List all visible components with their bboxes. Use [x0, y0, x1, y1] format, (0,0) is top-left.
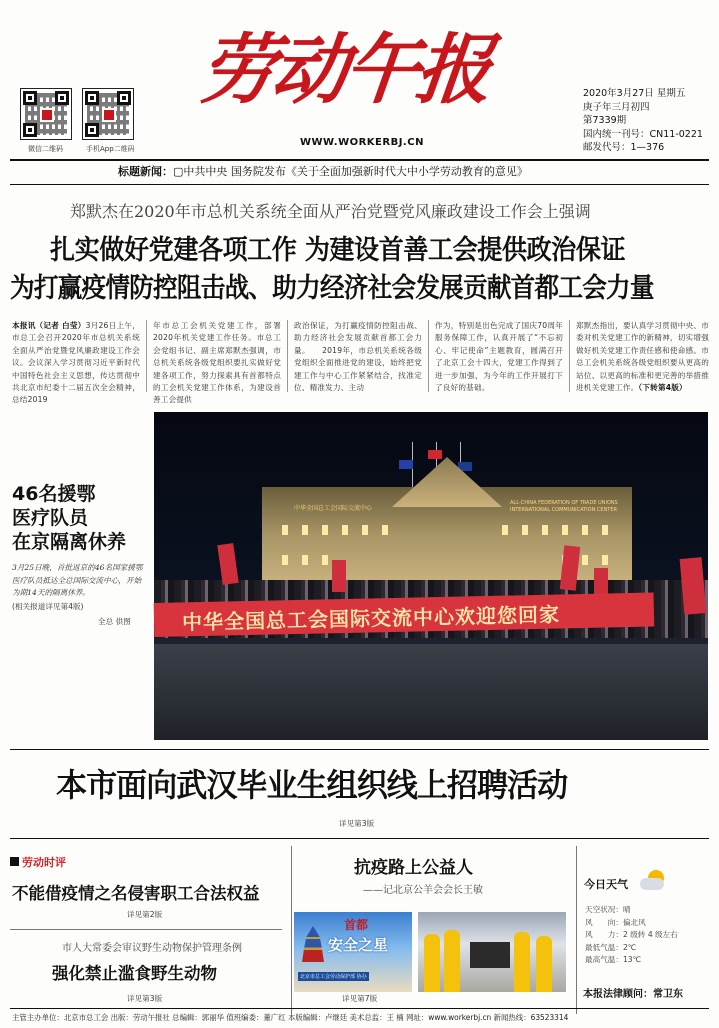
welcome-banner-text: 中华全国总工会国际交流中心欢迎您回家 [181, 602, 561, 635]
commentary-title[interactable]: 不能借疫情之名侵害职工合法权益 [12, 884, 260, 903]
pub-date: 2020年3月27日 星期五 [583, 88, 686, 99]
main-headline-2[interactable]: 本市面向武汉毕业生组织线上招聘活动 [56, 766, 568, 804]
pub-cn-number: 国内统一刊号：CN11-0221 [583, 128, 703, 140]
column-divider [428, 320, 429, 392]
promo-line-2: 安全之星 [328, 936, 389, 954]
wechat-qr-caption: 微信二维码 [28, 145, 63, 153]
flag [399, 460, 413, 469]
column-divider [291, 846, 292, 1014]
flag [428, 450, 442, 459]
red-flag [217, 543, 238, 585]
lead-kicker: 郑默杰在2020年市总机关系统全面从严治党暨党风廉政建设工作会上强调 [70, 202, 591, 221]
section-rule [10, 929, 282, 930]
lead-text-5: 郑默杰指出，要认真学习贯彻中央、市委对机关党建工作的新精神，切实增强做好机关党建工作责任感和使命感。市总工会机关系统各级党组织要从更高的站位、以更高的标准和更完善的举措推进机关党建工作。 [576, 321, 709, 393]
pub-post-code: 邮发代号：1—376 [583, 142, 665, 153]
side-story-title[interactable] [12, 482, 126, 554]
lead-body-col-1 [12, 320, 140, 405]
wildlife-title[interactable]: 强化禁止滥食野生动物 [52, 964, 217, 983]
side-title-line-2: 医疗队员 [12, 507, 89, 529]
website-url[interactable]: WWW.WORKERBJ.CN [300, 137, 424, 148]
photo-credit: 全总 供图 [98, 617, 131, 626]
sunny-cloud-icon [640, 870, 668, 892]
promo-line-1: 首都 [344, 918, 369, 932]
red-flag [332, 560, 346, 592]
weather-sky: 天空状况：晴 [585, 905, 631, 914]
masthead-rule [10, 159, 709, 161]
square-bullet-icon [10, 857, 19, 866]
pub-lunar-date: 庚子年三月初四 [583, 101, 650, 113]
safety-star-promo[interactable] [294, 912, 412, 992]
charity-subtitle: ——记北京公羊会会长王敏 [363, 885, 483, 896]
lead-headline-line-2[interactable]: 为打赢疫情防控阻击战、助力经济社会发展贡献首都工会力量 [10, 273, 654, 304]
weather-wind-dir: 风 向：偏北风 [585, 917, 646, 927]
section-rule [10, 749, 709, 750]
news-photo[interactable] [154, 412, 708, 740]
newspaper-masthead-logo: 劳动午报 [195, 25, 493, 114]
wildlife-kicker: 市人大常委会审议野生动物保护管理条例 [62, 943, 242, 954]
lead-text-1: 3月26日上午，市总工会召开2020年市总机关系统全面从严治党暨党风廉政建设工作会议。会议深入学习贯彻习近平新时代中国特色社会主义思想，传达贯彻中共北京市纪委十二届五次全会精神，总结2019 [12, 321, 140, 405]
lead-jump-link[interactable]: （下转第4版） [638, 383, 687, 393]
main-headline-2-see[interactable]: 详见第3版 [339, 819, 375, 828]
charity-title[interactable]: 抗疫路上公益人 [354, 858, 473, 878]
pub-issue: 第7339期 [583, 115, 627, 126]
charity-see[interactable]: 详见第7版 [342, 994, 378, 1003]
commentary-see[interactable]: 详见第2版 [127, 910, 163, 919]
commentary-tag-label: 劳动时评 [22, 856, 66, 869]
lead-body-col-4: 作为，特别是出色完成了国庆70周年服务保障工作，认真开展了“不忘初心、牢记使命”主题教育，圆满召开了北京工会十四大，党建工作得到了进一步加强，为今年的工作开展打下了良好的基础。 [435, 321, 563, 393]
lead-body-col-3: 政治保证，为打赢疫情防控阻击战、助力经济社会发展贡献首都工会力量。 2019年，市总机关系统各级党组织全面推进党的建设，始终把党建工作与中心工作紧紧结合，找准定位、精准发力、主动 [294, 321, 422, 393]
app-qr-code[interactable] [82, 88, 134, 140]
building-sign-cn: 中华全国总工会国际交流中心 [294, 505, 373, 512]
legal-advisor: 本报法律顾问：常卫东 [583, 989, 683, 1000]
commentary-tag [10, 854, 66, 870]
wildlife-see[interactable]: 详见第3版 [127, 994, 163, 1003]
side-title-line-1: 46名援鄂 [12, 483, 96, 505]
column-divider [569, 320, 570, 392]
temple-of-heaven-icon [302, 926, 324, 962]
headline-news-text[interactable]: ▢中共中央 国务院发布《关于全面加强新时代大中小学劳动教育的意见》 [173, 165, 528, 178]
weather-low: 最低气温：2℃ [585, 942, 637, 952]
column-divider [146, 320, 147, 392]
headline-news-bar[interactable] [118, 163, 528, 179]
headline-bar-rule [10, 184, 709, 185]
column-divider [576, 846, 577, 1014]
lead-body-col-5 [576, 320, 709, 395]
side-story-body: 3月25日晚，首批返京的46名国家援鄂医疗队员抵达全总国际交流中心，开始为期14天的隔离休养。 [12, 563, 143, 597]
weather-wind-force: 风 力：2 级转 4 级左右 [585, 930, 678, 940]
building-sign-en: ALL-CHINA FEDERATION OF TRADE UNIONS INTERNATIONAL COMMUNICATION CENTER [510, 500, 618, 513]
promo-line-3: 北京市总工会劳动保护部 协办 [300, 974, 367, 980]
weather-high: 最高气温：13℃ [585, 955, 642, 965]
volunteers-photo[interactable] [418, 912, 566, 992]
wechat-qr-code[interactable] [20, 88, 72, 140]
lead-body-col-2: 年市总工会机关党建工作，部署2020年机关党建工作任务。市总工会党组书记、副主席郑默杰强调，市总机关系统各级党组织要扎实做好党建各项工作，努力探索具有首都特点的工会机关党建工作体系，为建设首善工会提供 [153, 321, 281, 405]
headline-news-label: 标题新闻： [118, 165, 173, 178]
publication-info [583, 87, 703, 155]
column-divider [287, 320, 288, 392]
weather-title: 今日天气 [584, 878, 628, 891]
lead-byline: 本报讯（记者 白莹） [12, 321, 86, 330]
weather-details [585, 904, 678, 967]
section-rule [10, 838, 709, 839]
ground [154, 644, 708, 740]
side-title-line-3: 在京隔离休养 [12, 531, 127, 553]
footer-credits: 主管主办单位：北京市总工会 出版：劳动午报社 总编辑：郭丽华 值班编委：董广红 本版编辑：卢继廷 美术总监：王 楠 网址：www.workerbj.cn 新闻热线：63523314 [12, 1013, 569, 1022]
footer-rule [10, 1008, 709, 1009]
lead-headline-line-1[interactable]: 扎实做好党建各项工作 为建设首善工会提供政治保证 [50, 235, 626, 266]
app-qr-caption: 手机App二维码 [86, 145, 135, 153]
side-story-note[interactable]: (相关报道详见第4版) [12, 602, 84, 611]
red-flag [680, 557, 707, 615]
